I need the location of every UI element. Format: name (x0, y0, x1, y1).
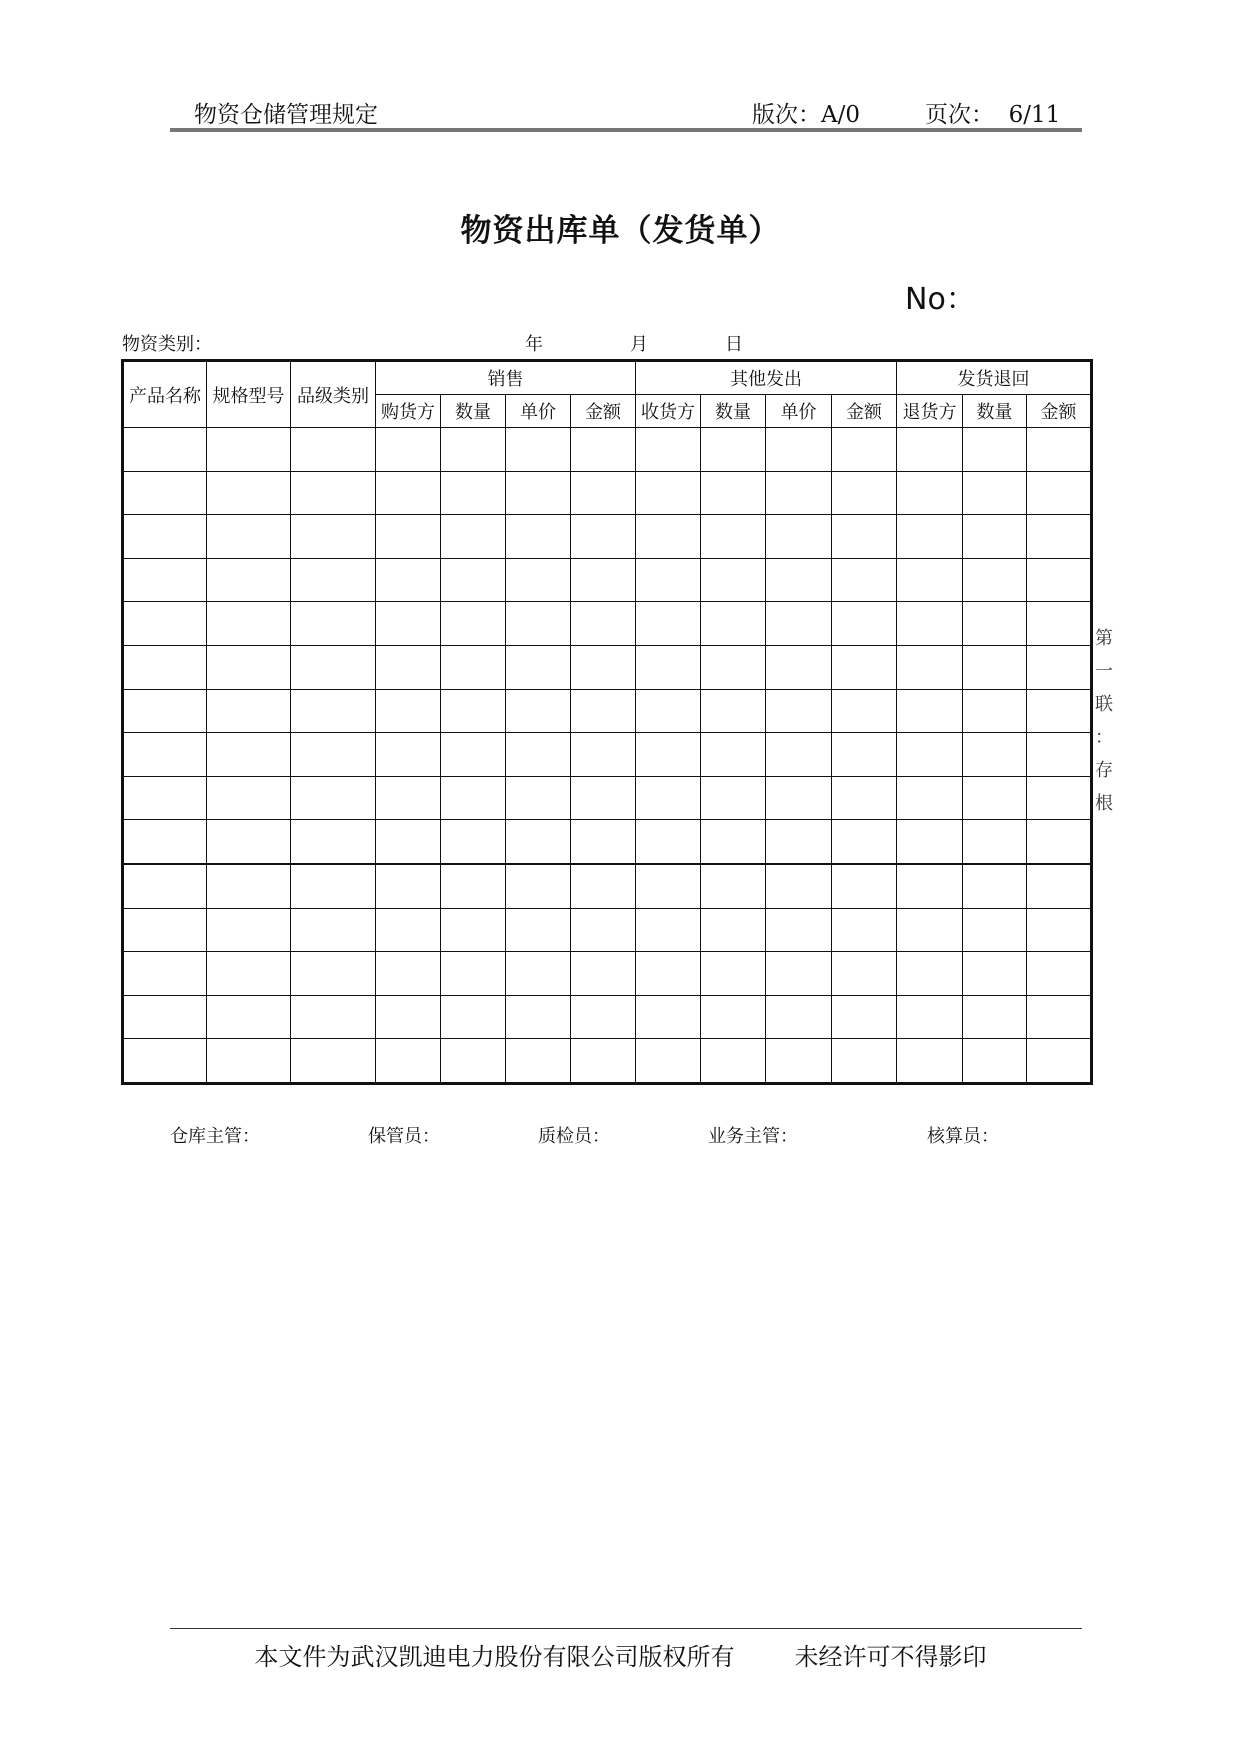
table-cell (506, 952, 571, 996)
table-cell (571, 471, 636, 515)
table-cell (506, 428, 571, 472)
col-header-returner: 退货方 (897, 395, 963, 428)
table-cell (123, 689, 207, 733)
table-cell (832, 645, 897, 689)
table-row (123, 776, 1092, 820)
table-cell (766, 428, 832, 472)
table-cell (766, 864, 832, 908)
table-cell (571, 689, 636, 733)
table-cell (636, 689, 701, 733)
page-header (170, 90, 1082, 130)
table-cell (897, 1039, 963, 1084)
table-cell (376, 602, 441, 646)
col-header-other-amount: 金额 (832, 395, 897, 428)
table-cell (123, 820, 207, 864)
table-cell (963, 864, 1027, 908)
table-cell (123, 428, 207, 472)
table-cell (636, 995, 701, 1039)
table-cell (376, 558, 441, 602)
table-cell (376, 995, 441, 1039)
table-cell (376, 733, 441, 777)
table-body (123, 428, 1092, 1084)
table-cell (291, 995, 376, 1039)
col-header-other-price: 单价 (766, 395, 832, 428)
table-cell (1027, 1039, 1092, 1084)
signature-warehouse-manager: 仓库主管： (170, 1126, 260, 1147)
table-cell (701, 471, 766, 515)
table-cell (897, 908, 963, 952)
day-label: 日 (725, 334, 743, 355)
group-header-other-issue: 其他发出 (636, 361, 897, 395)
table-cell (897, 471, 963, 515)
table-cell (701, 1039, 766, 1084)
version-value: A/0 (821, 102, 860, 128)
table-cell (766, 515, 832, 559)
col-header-sales-amount: 金额 (571, 395, 636, 428)
footer (0, 1637, 1241, 1672)
table-cell (897, 515, 963, 559)
version-label: 版次： (752, 102, 821, 128)
col-header-grade-category: 品级类别 (291, 361, 376, 428)
table-cell (701, 995, 766, 1039)
copy-note-char: 一 (1095, 661, 1113, 682)
table-cell (376, 908, 441, 952)
table-cell (207, 908, 291, 952)
table-row (123, 471, 1092, 515)
table-cell (291, 952, 376, 996)
table-cell (506, 1039, 571, 1084)
table-cell (701, 820, 766, 864)
table-cell (832, 952, 897, 996)
copy-note-char: 存 (1095, 760, 1113, 781)
table-cell (701, 952, 766, 996)
table-cell (636, 776, 701, 820)
table-cell (832, 733, 897, 777)
table-cell (506, 864, 571, 908)
table-cell (636, 602, 701, 646)
copy-note-char: ： (1095, 727, 1113, 748)
table-cell (766, 733, 832, 777)
table-cell (1027, 689, 1092, 733)
table-cell (1027, 864, 1092, 908)
footer-copyright: 本文件为武汉凯迪电力股份有限公司版权所有 (254, 1643, 735, 1671)
table-cell (963, 820, 1027, 864)
table-row (123, 602, 1092, 646)
table-cell (441, 820, 506, 864)
table-cell (701, 776, 766, 820)
col-header-product-name: 产品名称 (123, 361, 207, 428)
table-row (123, 1039, 1092, 1084)
table-cell (123, 995, 207, 1039)
category-label: 物资类别： (122, 334, 212, 355)
table-cell (832, 471, 897, 515)
signature-accountant: 核算员： (927, 1126, 999, 1147)
table-cell (123, 645, 207, 689)
table-cell (441, 689, 506, 733)
table-cell (123, 1039, 207, 1084)
footer-notice: 未经许可不得影印 (794, 1643, 987, 1671)
table-cell (441, 908, 506, 952)
table-cell (1027, 908, 1092, 952)
table-cell (766, 776, 832, 820)
table-cell (963, 471, 1027, 515)
table-cell (897, 820, 963, 864)
table-cell (376, 1039, 441, 1084)
table-row (123, 908, 1092, 952)
table-cell (636, 864, 701, 908)
table-cell (636, 952, 701, 996)
table-cell (441, 864, 506, 908)
table-row (123, 645, 1092, 689)
page-label: 页次： (925, 102, 994, 128)
table-cell (1027, 776, 1092, 820)
copy-note-char: 根 (1095, 793, 1113, 814)
table-cell (1027, 995, 1092, 1039)
table-cell (291, 1039, 376, 1084)
table-cell (897, 689, 963, 733)
table-cell (701, 864, 766, 908)
table-cell (766, 602, 832, 646)
signature-keeper: 保管员： (368, 1126, 440, 1147)
table-cell (207, 515, 291, 559)
table-cell (963, 602, 1027, 646)
table-cell (376, 471, 441, 515)
table-cell (506, 558, 571, 602)
table-cell (766, 558, 832, 602)
table-cell (766, 995, 832, 1039)
table-cell (636, 908, 701, 952)
table-cell (571, 515, 636, 559)
table-cell (636, 471, 701, 515)
table-cell (207, 471, 291, 515)
table-cell (832, 602, 897, 646)
table-cell (506, 908, 571, 952)
signature-inspector: 质检员： (538, 1126, 610, 1147)
table-cell (291, 908, 376, 952)
table-cell (207, 776, 291, 820)
table-cell (832, 428, 897, 472)
table-cell (376, 689, 441, 733)
table-cell (571, 776, 636, 820)
table-cell (207, 995, 291, 1039)
col-header-sales-qty: 数量 (441, 395, 506, 428)
table-cell (376, 952, 441, 996)
table-cell (963, 645, 1027, 689)
table-cell (506, 820, 571, 864)
table-cell (963, 952, 1027, 996)
table-cell (123, 864, 207, 908)
table-cell (123, 952, 207, 996)
table-cell (636, 645, 701, 689)
col-header-receiver: 收货方 (636, 395, 701, 428)
table-cell (123, 558, 207, 602)
table-cell (832, 1039, 897, 1084)
table-cell (766, 1039, 832, 1084)
table-cell (963, 558, 1027, 602)
table-cell (897, 864, 963, 908)
table-cell (832, 515, 897, 559)
table-cell (291, 428, 376, 472)
table-cell (207, 1039, 291, 1084)
table-cell (441, 952, 506, 996)
table-cell (123, 602, 207, 646)
table-cell (376, 645, 441, 689)
table-cell (963, 908, 1027, 952)
table-cell (291, 602, 376, 646)
table-cell (963, 1039, 1027, 1084)
table-cell (636, 820, 701, 864)
table-cell (963, 428, 1027, 472)
table-cell (832, 864, 897, 908)
table-cell (376, 776, 441, 820)
table-cell (123, 471, 207, 515)
table-row (123, 689, 1092, 733)
table-header-row-1 (123, 361, 1092, 395)
outbound-slip-table (121, 359, 1093, 1085)
document-name: 物资仓储管理规定 (194, 102, 378, 128)
copy-note-char: 联 (1095, 694, 1113, 715)
col-header-return-amount: 金额 (1027, 395, 1092, 428)
table-cell (571, 1039, 636, 1084)
table-cell (963, 689, 1027, 733)
table-cell (291, 471, 376, 515)
table-cell (766, 645, 832, 689)
table-cell (963, 515, 1027, 559)
page-value: 6/11 (1008, 102, 1061, 128)
table-cell (636, 515, 701, 559)
table-row (123, 952, 1092, 996)
table-cell (701, 428, 766, 472)
table-cell (701, 733, 766, 777)
table-cell (441, 471, 506, 515)
table-cell (207, 952, 291, 996)
header-rule (170, 128, 1082, 132)
table-cell (207, 689, 291, 733)
table-cell (897, 428, 963, 472)
table-cell (441, 558, 506, 602)
table-cell (571, 864, 636, 908)
table-cell (123, 733, 207, 777)
table-cell (291, 645, 376, 689)
table-cell (291, 558, 376, 602)
table-cell (291, 776, 376, 820)
table-cell (963, 776, 1027, 820)
col-header-return-qty: 数量 (963, 395, 1027, 428)
table-row (123, 995, 1092, 1039)
table-cell (506, 602, 571, 646)
table-cell (897, 645, 963, 689)
table-cell (636, 733, 701, 777)
footer-rule (170, 1628, 1082, 1629)
table-cell (766, 908, 832, 952)
table-row (123, 733, 1092, 777)
table-cell (441, 428, 506, 472)
month-label: 月 (630, 334, 648, 355)
table-cell (963, 733, 1027, 777)
table-cell (506, 776, 571, 820)
table-cell (832, 995, 897, 1039)
group-header-sales: 销售 (376, 361, 636, 395)
table-cell (1027, 952, 1092, 996)
year-label: 年 (525, 334, 543, 355)
table-cell (1027, 820, 1092, 864)
table-cell (1027, 558, 1092, 602)
table-cell (766, 820, 832, 864)
table-cell (832, 820, 897, 864)
table-cell (832, 689, 897, 733)
table-cell (571, 952, 636, 996)
table-cell (571, 428, 636, 472)
col-header-sales-price: 单价 (506, 395, 571, 428)
table-cell (506, 995, 571, 1039)
table-cell (1027, 515, 1092, 559)
table-row (123, 515, 1092, 559)
table-cell (571, 645, 636, 689)
table-cell (291, 864, 376, 908)
table-cell (441, 733, 506, 777)
table-cell (571, 908, 636, 952)
signature-business-manager: 业务主管： (708, 1126, 798, 1147)
table-cell (897, 602, 963, 646)
form-title: 物资出库单（发货单） (460, 213, 781, 249)
table-cell (766, 471, 832, 515)
table-cell (832, 776, 897, 820)
table-cell (506, 515, 571, 559)
copy-note-char: 第 (1095, 628, 1113, 649)
table-cell (571, 995, 636, 1039)
table-cell (207, 820, 291, 864)
table-cell (207, 428, 291, 472)
table-cell (571, 733, 636, 777)
table-cell (766, 689, 832, 733)
table-cell (506, 471, 571, 515)
version-info (752, 96, 860, 129)
table-cell (291, 820, 376, 864)
table-cell (123, 908, 207, 952)
table-cell (123, 515, 207, 559)
table-cell (441, 645, 506, 689)
table-cell (291, 733, 376, 777)
table-cell (897, 995, 963, 1039)
table-cell (376, 515, 441, 559)
table-cell (701, 689, 766, 733)
table-cell (207, 864, 291, 908)
table-cell (1027, 645, 1092, 689)
table-row (123, 864, 1092, 908)
table-cell (636, 428, 701, 472)
col-header-other-qty: 数量 (701, 395, 766, 428)
table-cell (832, 908, 897, 952)
table-cell (376, 428, 441, 472)
table-row (123, 558, 1092, 602)
table-cell (506, 733, 571, 777)
table-cell (506, 689, 571, 733)
table-cell (766, 952, 832, 996)
table-cell (701, 908, 766, 952)
table-cell (207, 602, 291, 646)
table-cell (897, 776, 963, 820)
table-cell (441, 1039, 506, 1084)
table-cell (701, 602, 766, 646)
table-row (123, 820, 1092, 864)
table-cell (506, 645, 571, 689)
table-cell (376, 820, 441, 864)
table-cell (1027, 471, 1092, 515)
col-header-spec-model: 规格型号 (207, 361, 291, 428)
table-cell (897, 558, 963, 602)
table-cell (1027, 733, 1092, 777)
table-cell (207, 733, 291, 777)
table-cell (571, 602, 636, 646)
table-cell (963, 995, 1027, 1039)
group-header-return: 发货退回 (897, 361, 1092, 395)
table-cell (441, 602, 506, 646)
table-cell (1027, 602, 1092, 646)
table-cell (291, 515, 376, 559)
table-cell (897, 952, 963, 996)
page-info (925, 96, 1060, 129)
table-cell (636, 558, 701, 602)
table-cell (123, 776, 207, 820)
table-row (123, 428, 1092, 472)
table-cell (207, 645, 291, 689)
table-cell (441, 995, 506, 1039)
table-cell (701, 558, 766, 602)
table-cell (441, 776, 506, 820)
table-cell (441, 515, 506, 559)
form-number-label: No： (905, 282, 976, 317)
copy-note (1092, 622, 1116, 820)
table-cell (207, 558, 291, 602)
table-cell (701, 515, 766, 559)
table-cell (571, 558, 636, 602)
table-cell (571, 820, 636, 864)
table-cell (897, 733, 963, 777)
table-cell (701, 645, 766, 689)
table-cell (1027, 428, 1092, 472)
table-cell (291, 689, 376, 733)
table-cell (636, 1039, 701, 1084)
table-cell (832, 558, 897, 602)
table-cell (376, 864, 441, 908)
col-header-buyer: 购货方 (376, 395, 441, 428)
